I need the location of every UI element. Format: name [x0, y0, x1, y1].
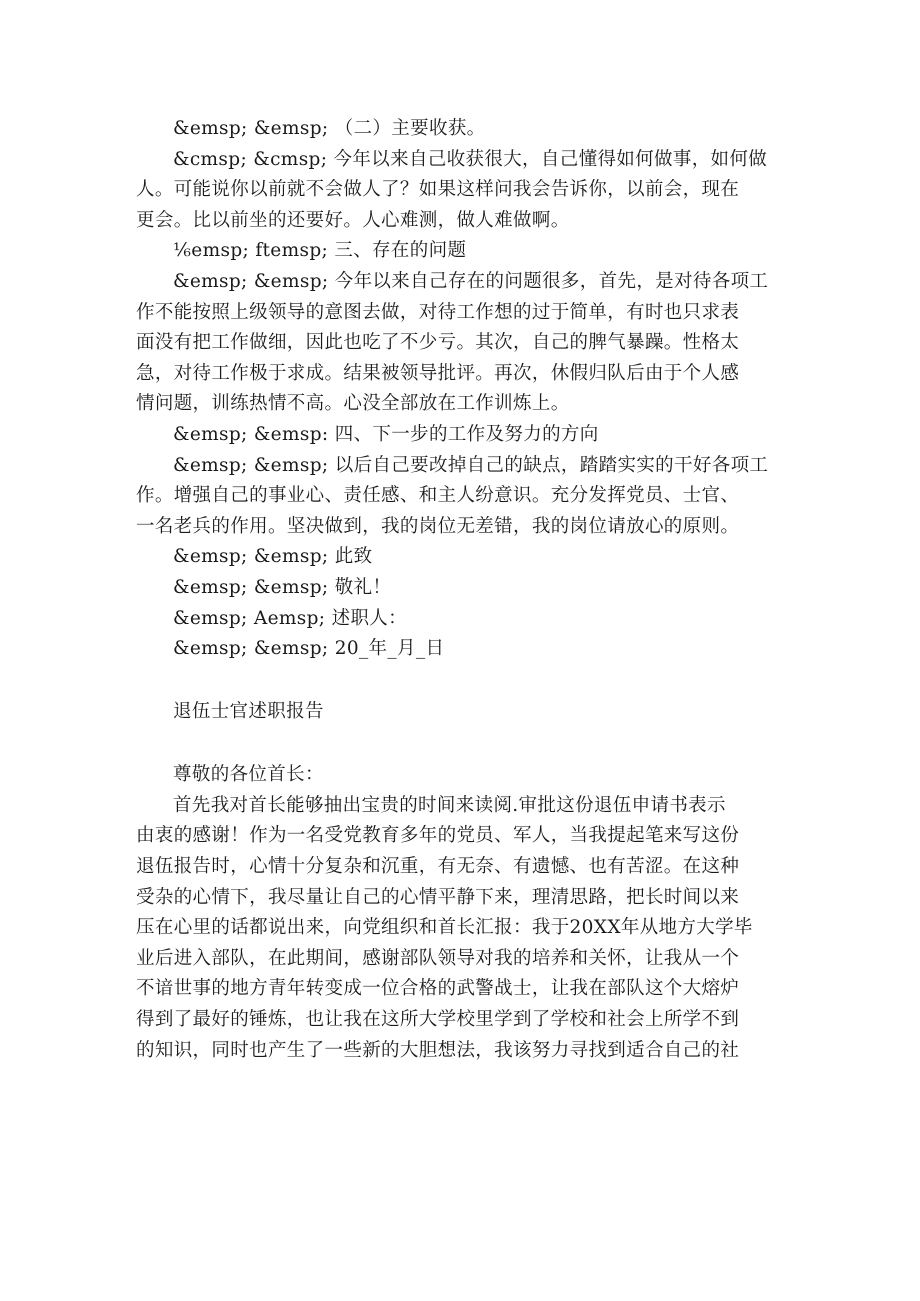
closing-line: &emsp; &emsp; 此致 [173, 546, 373, 568]
paragraph-line: 不谙世事的地方青年转变成一位合格的武警战士，让我在部队这个大熔炉 [136, 978, 740, 1000]
paragraph-line: 人。可能说你以前就不会做人了？如果这样问我会告诉你，以前会，现在 [136, 179, 740, 201]
paragraph-line: &emsp; &emsp; 今年以来自己存在的问题很多，首先，是对待各项工 [173, 270, 769, 292]
signature-line: &emsp; Aemsp; 述职人： [173, 607, 408, 629]
paragraph-line: 的知识，同时也产生了一些新的大胆想法，我该努力寻找到适合自己的社 [136, 1039, 740, 1061]
date-line: &emsp; &emsp; 20_年_月_日 [173, 638, 445, 660]
document-title: 退伍士官述职报告 [173, 700, 324, 722]
paragraph-line: 更会。比以前坐的还要好。人心难测，做人难做啊。 [136, 209, 570, 231]
paragraph-line: &cmsp; &cmsp; 今年以来自己收获很大，自己懂得如何做事，如何做 [173, 148, 768, 170]
paragraph-line: &emsp; &emsp; 以后自己要改掉自己的缺点，踏踏实实的干好各项工 [173, 454, 769, 476]
closing-line: &emsp; &emsp; 敬礼！ [173, 576, 392, 598]
paragraph-line: 压在心里的话都说出来，向党组织和首长汇报：我于20XX年从地方大学毕 [136, 917, 753, 939]
paragraph-line: 受杂的心情下，我尽量让自己的心情平静下来，理清思路，把长时间以来 [136, 886, 740, 908]
paragraph-line: 得到了最好的锤炼，也让我在这所大学校里学到了学校和社会上所学不到 [136, 1009, 740, 1031]
paragraph-line: 急，对待工作极于求成。结果被领导批评。再次，休假归队后由于个人感 [136, 362, 740, 384]
paragraph-line: 首先我对首长能够抽出宝贵的时间来读阅.审批这份退伍申请书表示 [173, 794, 726, 816]
paragraph-heading: &emsp; &emsp; （二）主要收获。 [173, 118, 486, 139]
paragraph-line: 情问题，训练热情不高。心没全部放在工作训炼上。 [136, 393, 570, 415]
paragraph-line: 作不能按照上级领导的意图去做，对待工作想的过于简单，有时也只求表 [136, 301, 740, 323]
paragraph-line: 作。增强自己的事业心、责任感、和主人纷意识。充分发挥党员、士官、 [136, 485, 740, 507]
paragraph-line: 面没有把工作做细，因此也吃了不少亏。其次，自己的脾气暴躁。性格太 [136, 332, 740, 354]
document-page [136, 114, 796, 1066]
paragraph-line: 退伍报告时，心情十分复杂和沉重，有无奈、有遗憾、也有苦涩。在这种 [136, 856, 740, 878]
section-1 [136, 114, 796, 665]
paragraph-line: 业后进入部队，在此期间，感谢部队领导对我的培养和关怀，让我从一个 [136, 947, 740, 969]
section-2 [136, 791, 796, 1066]
salutation: 尊敬的各位首长： [173, 764, 324, 786]
paragraph-line: 由衷的感谢！作为一名受党教育多年的党员、军人，当我提起笔来写这份 [136, 825, 740, 847]
paragraph-heading: &emsp; &emsp: 四、下一步的工作及努力的方向 [173, 423, 599, 445]
paragraph-heading: ⅙emsp; ftemsp; 三、存在的问题 [173, 240, 467, 262]
paragraph-line: 一名老兵的作用。坚决做到，我的岗位无差错，我的岗位请放心的原则。 [136, 515, 740, 537]
